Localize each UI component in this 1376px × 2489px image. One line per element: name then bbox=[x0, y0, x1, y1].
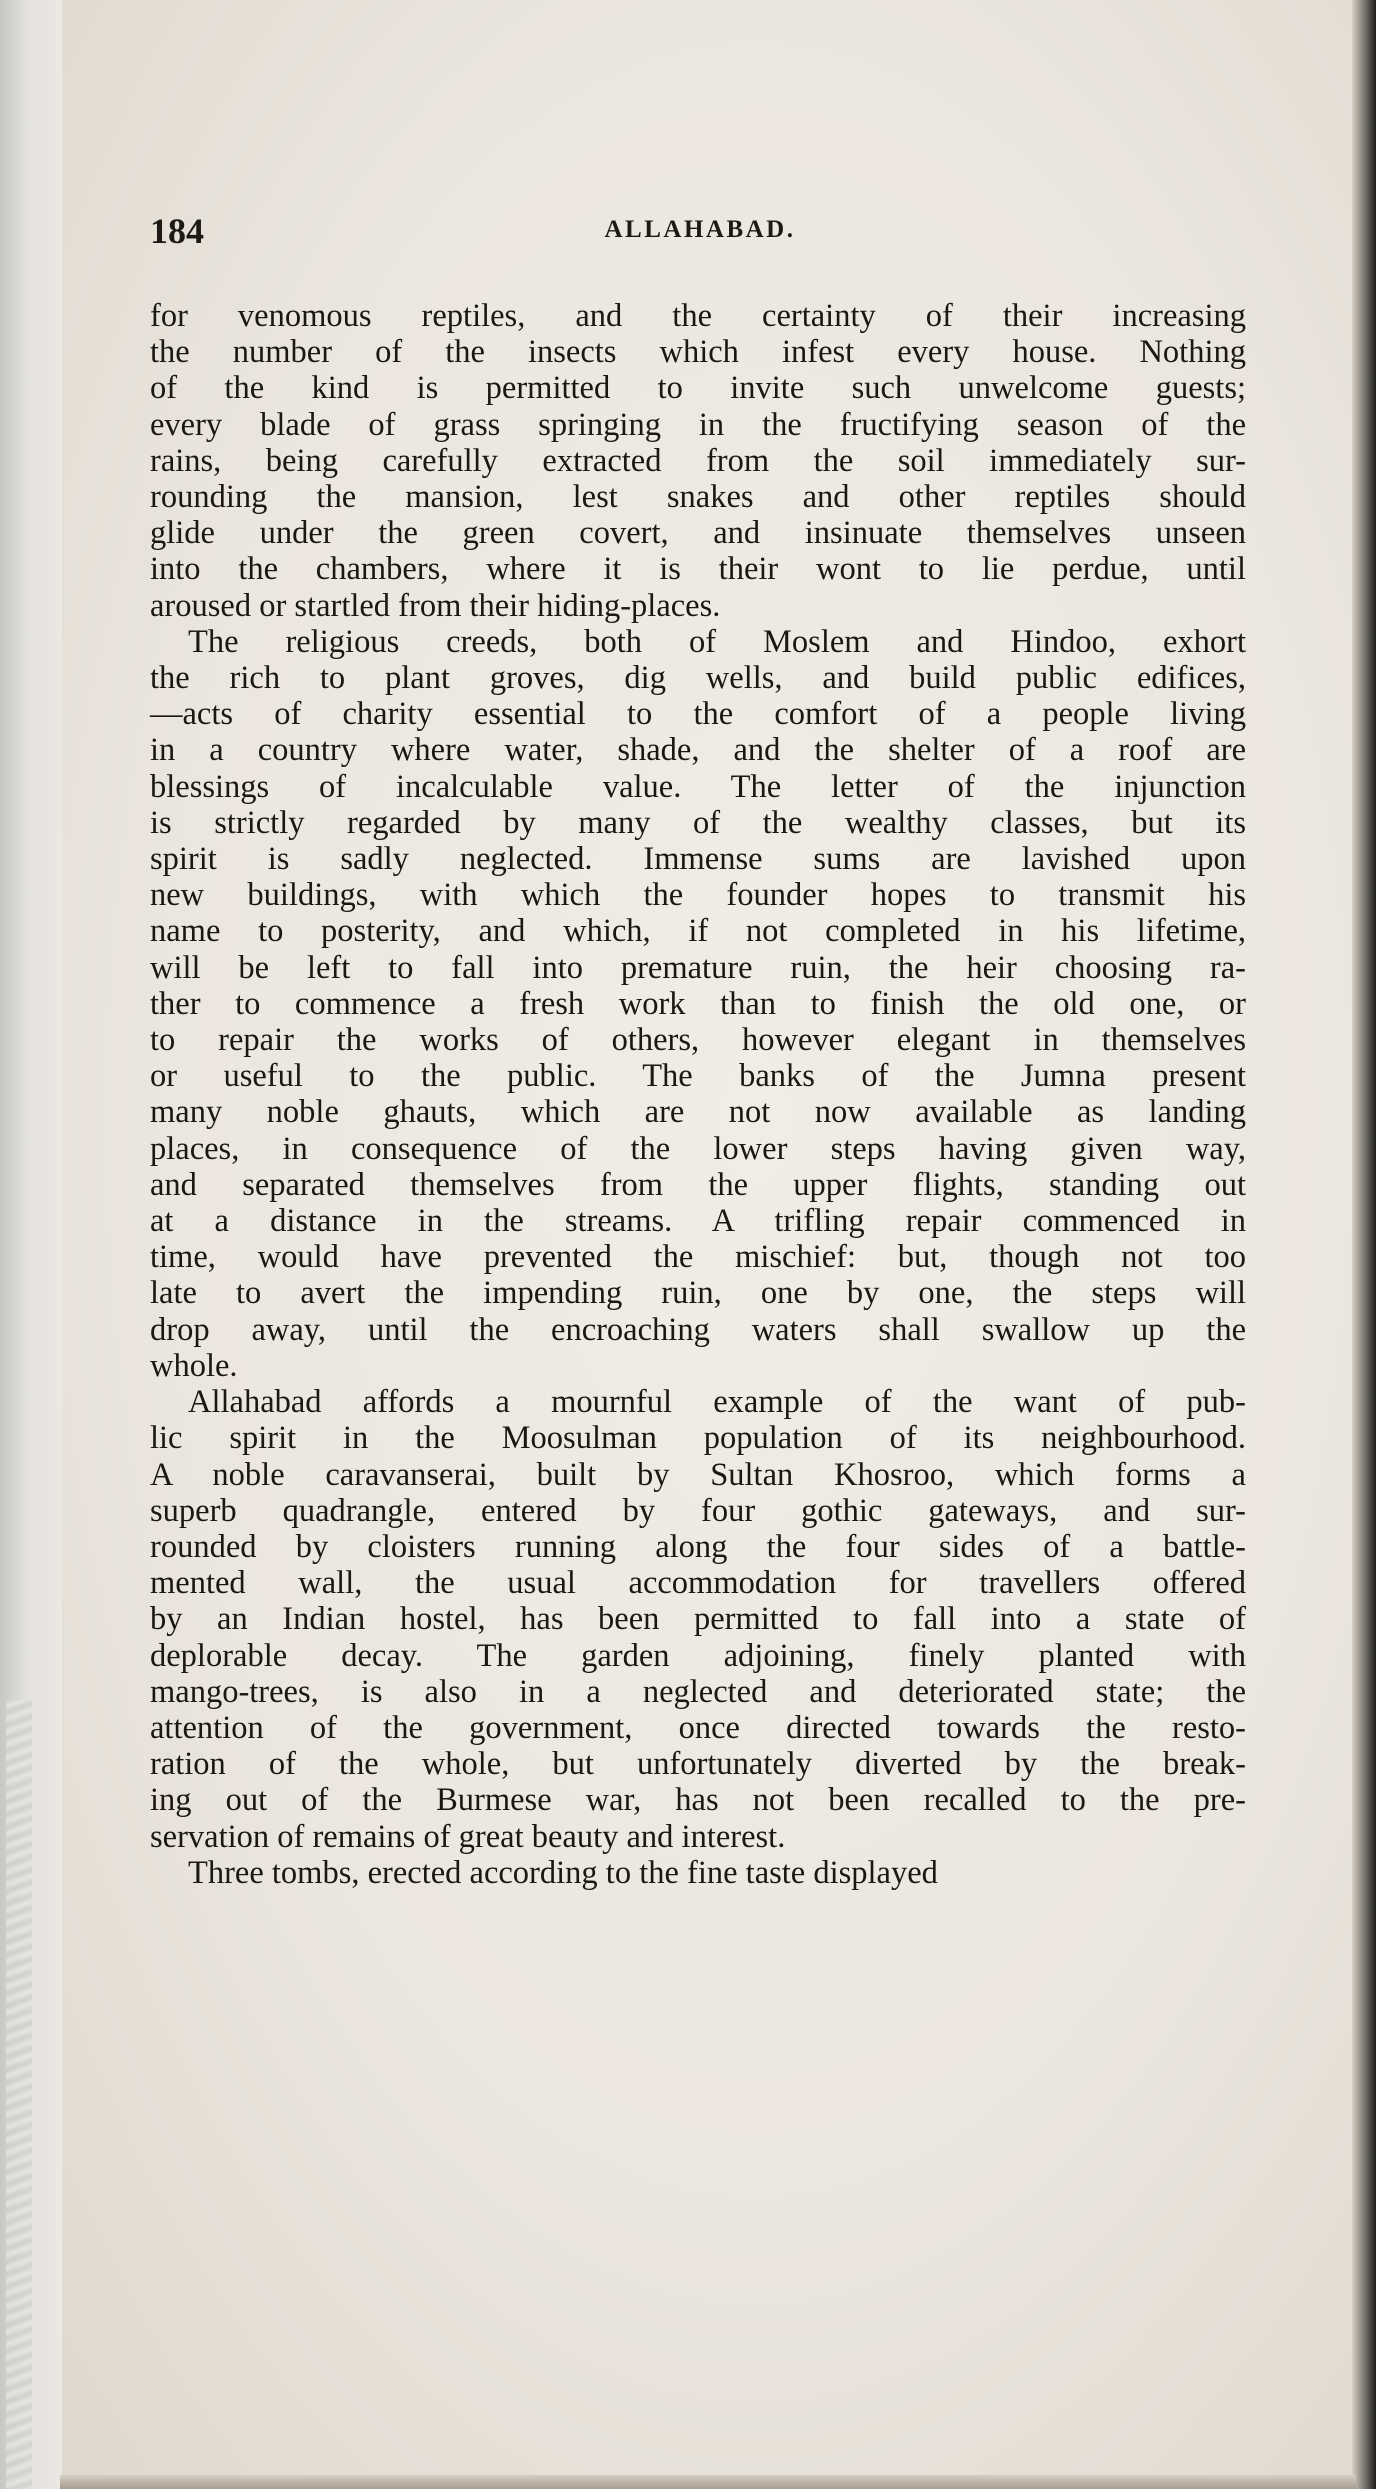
text-line: ing out of the Burmese war, has not been recalled to the pre- bbox=[150, 1782, 1246, 1819]
text-line: ration of the whole, but unfortunately diverted by the break- bbox=[150, 1746, 1246, 1783]
body-text bbox=[150, 298, 1246, 1891]
text-line: superb quadrangle, entered by four gothic gateways, and sur- bbox=[150, 1492, 1246, 1529]
text-line: aroused or startled from their hiding-places. bbox=[150, 587, 721, 624]
text-line: rounding the mansion, lest snakes and other reptiles should bbox=[150, 479, 1246, 516]
text-line: and separated themselves from the upper flights, standing out bbox=[150, 1166, 1246, 1203]
text-line: Allahabad affords a mournful example of the want of pub- bbox=[188, 1384, 1246, 1421]
text-line: the number of the insects which infest every house. Nothing bbox=[150, 334, 1246, 371]
text-line: whole. bbox=[150, 1347, 238, 1384]
text-line: new buildings, with which the founder hopes to transmit his bbox=[150, 877, 1246, 914]
text-line: rains, being carefully extracted from the soil immediately sur- bbox=[150, 442, 1246, 479]
text-line: the rich to plant groves, dig wells, and build public edifices, bbox=[150, 660, 1246, 697]
paragraph-2 bbox=[150, 624, 1246, 1384]
page-number: 184 bbox=[150, 211, 204, 251]
page-header bbox=[150, 210, 1250, 260]
text-line: servation of remains of great beauty and interest. bbox=[150, 1818, 786, 1855]
paragraph-4 bbox=[150, 1855, 1246, 1891]
text-line: many noble ghauts, which are not now available as landing bbox=[150, 1094, 1246, 1131]
text-line: The religious creeds, both of Moslem and Hindoo, exhort bbox=[188, 623, 1246, 660]
text-line: by an Indian hostel, has been permitted to fall into a state of bbox=[150, 1601, 1246, 1638]
text-line: —acts of charity essential to the comfort of a people living bbox=[150, 696, 1246, 733]
text-line: for venomous reptiles, and the certainty of their increasing bbox=[150, 298, 1246, 334]
text-line: lic spirit in the Moosulman population of its neighbourhood. bbox=[150, 1420, 1246, 1457]
text-line: will be left to fall into premature ruin, the heir choosing ra- bbox=[150, 949, 1246, 986]
page-bottom-edge bbox=[60, 2475, 1356, 2489]
text-line: blessings of incalculable value. The letter of the injunction bbox=[150, 768, 1246, 805]
page-edge-shadow bbox=[1352, 0, 1376, 2489]
running-title: ALLAHABAD. bbox=[604, 216, 796, 243]
text-line: into the chambers, where it is their wont to lie perdue, until bbox=[150, 551, 1246, 588]
paragraph-3 bbox=[150, 1384, 1246, 1855]
spine-binding-thread bbox=[6, 1700, 32, 2489]
text-line: A noble caravanserai, built by Sultan Khosroo, which forms a bbox=[150, 1456, 1246, 1493]
text-line: of the kind is permitted to invite such unwelcome guests; bbox=[150, 370, 1246, 407]
text-line: in a country where water, shade, and the shelter of a roof are bbox=[150, 732, 1246, 769]
book-spine bbox=[0, 0, 62, 2489]
text-line: at a distance in the streams. A trifling repair commenced in bbox=[150, 1203, 1246, 1240]
text-line: mango-trees, is also in a neglected and deteriorated state; the bbox=[150, 1673, 1246, 1710]
text-line: ther to commence a fresh work than to finish the old one, or bbox=[150, 985, 1246, 1022]
text-line: glide under the green covert, and insinuate themselves unseen bbox=[150, 515, 1246, 552]
text-line: is strictly regarded by many of the wealthy classes, but its bbox=[150, 804, 1246, 841]
text-line: spirit is sadly neglected. Immense sums are lavished upon bbox=[150, 841, 1246, 878]
text-line: drop away, until the encroaching waters shall swallow up the bbox=[150, 1311, 1246, 1348]
text-line: rounded by cloisters running along the four sides of a battle- bbox=[150, 1528, 1246, 1565]
paragraph-1 bbox=[150, 298, 1246, 624]
text-line: or useful to the public. The banks of the Jumna present bbox=[150, 1058, 1246, 1095]
text-line: to repair the works of others, however elegant in themselves bbox=[150, 1022, 1246, 1059]
text-line: deplorable decay. The garden adjoining, finely planted with bbox=[150, 1637, 1246, 1674]
text-line: name to posterity, and which, if not completed in his lifetime, bbox=[150, 913, 1246, 950]
text-line: late to avert the impending ruin, one by one, the steps will bbox=[150, 1275, 1246, 1312]
text-line: Three tombs, erected according to the fine taste displayed bbox=[188, 1854, 938, 1891]
text-line: time, would have prevented the mischief: but, though not too bbox=[150, 1239, 1246, 1276]
text-line: every blade of grass springing in the fructifying season of the bbox=[150, 406, 1246, 443]
text-line: places, in consequence of the lower steps having given way, bbox=[150, 1130, 1246, 1167]
text-line: mented wall, the usual accommodation for travellers offered bbox=[150, 1565, 1246, 1602]
text-line: attention of the government, once directed towards the resto- bbox=[150, 1709, 1246, 1746]
